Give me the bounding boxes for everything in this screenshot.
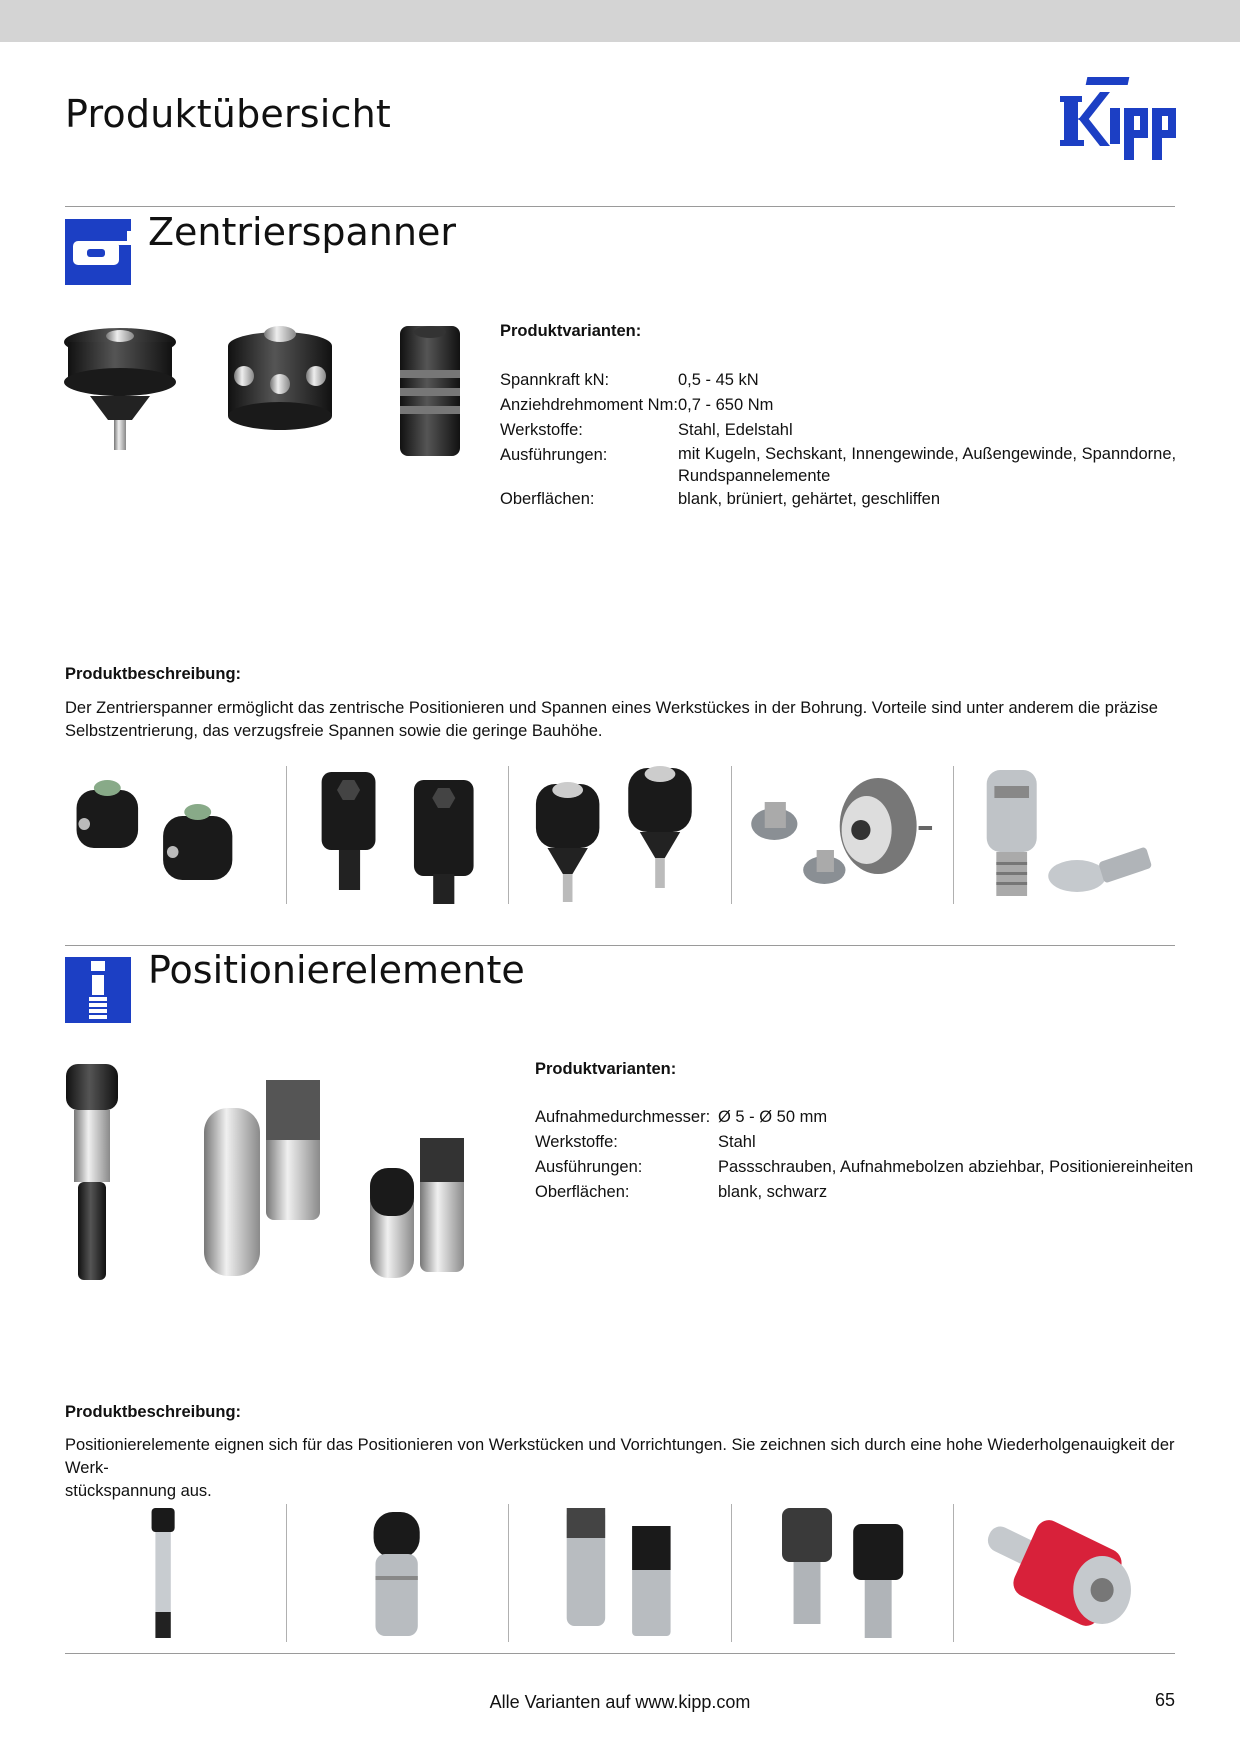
variant-image	[287, 1504, 509, 1642]
spec-label: Ausführungen:	[500, 446, 608, 464]
variant-image-strip	[65, 766, 1175, 904]
spec-row	[535, 1155, 1193, 1180]
variant-image	[954, 1504, 1175, 1642]
spec-row	[500, 418, 1176, 443]
spec-row	[500, 368, 1176, 393]
spec-value: blank, schwarz	[718, 1183, 828, 1201]
spec-row	[500, 487, 1176, 512]
variant-image	[732, 766, 954, 904]
spec-value: blank, brüniert, gehärtet, geschliffen	[678, 490, 941, 508]
positionierelemente-product-images	[60, 1058, 480, 1288]
section-title: Zentrierspanner	[148, 210, 456, 254]
spec-label: Aufnahmedurchmesser:	[535, 1108, 711, 1126]
variant-image	[65, 1504, 287, 1642]
spec-value: 0,5 - 45 kN	[678, 371, 759, 389]
spec-row	[535, 1105, 1193, 1130]
variant-image	[509, 1504, 731, 1642]
spec-row	[500, 443, 1176, 487]
section-title: Positionierelemente	[148, 948, 525, 992]
positioning-pin-icon	[65, 957, 131, 1023]
spec-label: Oberflächen:	[500, 490, 595, 508]
spec-value: 0,7 - 650 Nm	[678, 396, 774, 414]
footer-divider	[65, 1653, 1175, 1654]
footer-text: Alle Varianten auf www.kipp.com	[489, 1692, 751, 1712]
description-text	[65, 1434, 1175, 1503]
spec-label: Werkstoffe:	[500, 421, 583, 439]
variant-image	[287, 766, 509, 904]
spec-list	[500, 368, 1176, 512]
spec-label: Spannkraft kN:	[500, 371, 610, 389]
section-divider	[65, 945, 1175, 946]
variants-heading: Produktvarianten:	[535, 1060, 677, 1078]
description-heading: Produktbeschreibung:	[65, 1403, 242, 1421]
spec-value: Ø 5 - Ø 50 mm	[718, 1108, 828, 1126]
description-text	[65, 697, 1175, 743]
description-line: Positionierelemente eignen sich für das Positionieren von Werkstücken und Vorrichtungen. Sie zeichnen sich durch eine hohe Wiederholgenauigkeit der Werk-	[65, 1436, 1175, 1477]
variant-image	[509, 766, 731, 904]
spec-value-line: mit Kugeln, Sechskant, Innengewinde, Außengewinde, Spanndorne,	[678, 445, 1177, 463]
section-divider	[65, 206, 1175, 207]
variant-image	[732, 1504, 954, 1642]
spec-label: Oberflächen:	[535, 1183, 630, 1201]
variant-image-strip	[65, 1504, 1175, 1642]
spec-value: Stahl	[718, 1133, 756, 1151]
kipp-logo	[1060, 74, 1185, 166]
spec-value: Stahl, Edelstahl	[678, 421, 793, 439]
description-line: Der Zentrierspanner ermöglicht das zentrische Positionieren und Spannen eines Werkstückes in der Bohrung. Vorteile sind unter anderem die präzise	[65, 699, 1158, 717]
spec-value: Passschrauben, Aufnahmebolzen abziehbar, Positioniereinheiten	[718, 1158, 1194, 1176]
spec-value	[678, 443, 1176, 487]
clamp-icon	[65, 219, 131, 285]
spec-row	[535, 1130, 1193, 1155]
zentrierspanner-product-images	[60, 310, 480, 470]
variant-image	[65, 766, 287, 904]
spec-label: Ausführungen:	[535, 1158, 643, 1176]
page-number: 65	[1154, 1690, 1175, 1710]
description-line: stückspannung aus.	[65, 1482, 212, 1500]
spec-label: Anziehdrehmoment Nm:	[500, 396, 678, 414]
spec-list	[535, 1105, 1193, 1205]
description-heading: Produktbeschreibung:	[65, 665, 242, 683]
spec-row	[535, 1180, 1193, 1205]
spec-value-line: Rundspannelemente	[678, 467, 831, 485]
page-title: Produktübersicht	[65, 92, 392, 136]
spec-label: Werkstoffe:	[535, 1133, 618, 1151]
spec-row	[500, 393, 1176, 418]
variant-image	[954, 766, 1175, 904]
description-line: Selbstzentrierung, das verzugsfreie Spannen sowie die geringe Bauhöhe.	[65, 722, 603, 740]
top-bar	[0, 0, 1240, 42]
variants-heading: Produktvarianten:	[500, 322, 642, 340]
